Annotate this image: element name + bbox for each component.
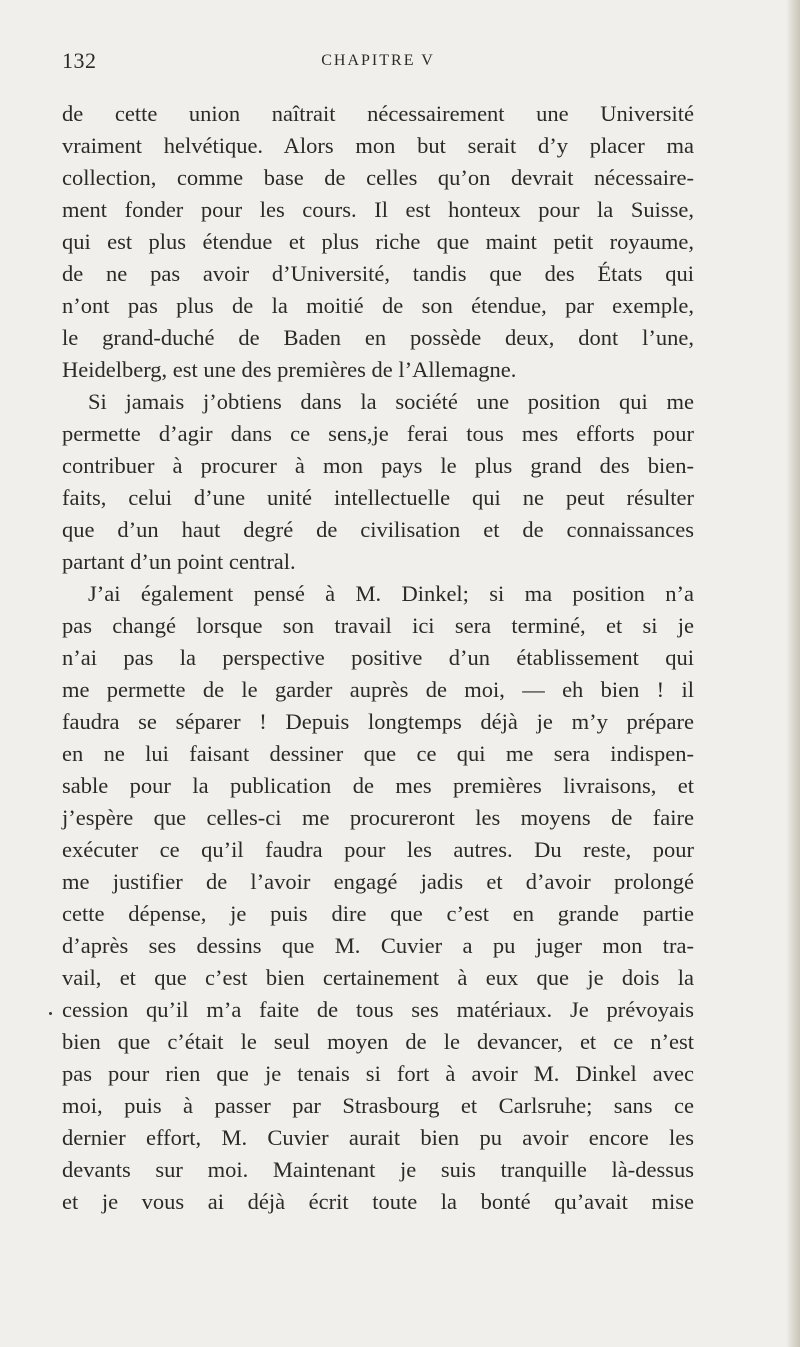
text-line: que d’un haut degré de civilisation et de connaissances <box>62 517 694 542</box>
text-line: vail, et que c’est bien certainement à eux que je dois la <box>62 965 694 990</box>
ink-speck <box>49 1012 52 1015</box>
running-head: CHAPITRE V <box>321 52 435 69</box>
text-line: n’ai pas la perspective positive d’un établissement qui <box>62 645 694 670</box>
text-line: J’ai également pensé à M. Dinkel; si ma position n’a <box>88 581 694 606</box>
text-line: de ne pas avoir d’Université, tandis que des États qui <box>62 261 694 286</box>
text-line: ment fonder pour les cours. Il est honteux pour la Suisse, <box>62 197 694 222</box>
page-edge-shadow <box>786 0 800 1347</box>
text-line: cession qu’il m’a faite de tous ses matériaux. Je prévoyais <box>62 997 694 1022</box>
text-line: n’ont pas plus de la moitié de son étendue, par exemple, <box>62 293 694 318</box>
text-line: Heidelberg, est une des premières de l’Allemagne. <box>62 357 517 382</box>
text-line: qui est plus étendue et plus riche que maint petit royaume, <box>62 229 694 254</box>
page-header <box>62 44 694 80</box>
text-line: me permette de le garder auprès de moi, — eh bien ! il <box>62 677 694 702</box>
text-line: bien que c’était le seul moyen de le devancer, et ce n’est <box>62 1029 694 1054</box>
text-line: moi, puis à passer par Strasbourg et Carlsruhe; sans ce <box>62 1093 694 1118</box>
text-line: partant d’un point central. <box>62 549 296 574</box>
page-number: 132 <box>62 48 97 73</box>
text-line: faudra se séparer ! Depuis longtemps déjà je m’y prépare <box>62 709 694 734</box>
text-line: Si jamais j’obtiens dans la société une position qui me <box>88 389 694 414</box>
text-line: et je vous ai déjà écrit toute la bonté qu’avait mise <box>62 1189 694 1214</box>
text-line: exécuter ce qu’il faudra pour les autres. Du reste, pour <box>62 837 694 862</box>
text-line: me justifier de l’avoir engagé jadis et d’avoir prolongé <box>62 869 694 894</box>
text-line: de cette union naîtrait nécessairement une Université <box>62 101 694 126</box>
text-line: devants sur moi. Maintenant je suis tranquille là-dessus <box>62 1157 694 1182</box>
text-line: cette dépense, je puis dire que c’est en grande partie <box>62 901 694 926</box>
text-line: vraiment helvétique. Alors mon but serait d’y placer ma <box>62 133 694 158</box>
text-line: faits, celui d’une unité intellectuelle qui ne peut résulter <box>62 485 694 510</box>
text-line: j’espère que celles-ci me procureront les moyens de faire <box>62 805 694 830</box>
text-line: permette d’agir dans ce sens,je ferai tous mes efforts pour <box>62 421 694 446</box>
text-line: le grand-duché de Baden en possède deux, dont l’une, <box>62 325 694 350</box>
text-line: en ne lui faisant dessiner que ce qui me sera indispen- <box>62 741 694 766</box>
text-line: pas changé lorsque son travail ici sera terminé, et si je <box>62 613 694 638</box>
text-line: contribuer à procurer à mon pays le plus grand des bien- <box>62 453 694 478</box>
text-line: pas pour rien que je tenais si fort à avoir M. Dinkel avec <box>62 1061 694 1086</box>
body-text <box>62 98 694 1218</box>
text-line: sable pour la publication de mes premières livraisons, et <box>62 773 694 798</box>
text-line: d’après ses dessins que M. Cuvier a pu juger mon tra- <box>62 933 694 958</box>
text-line: collection, comme base de celles qu’on devrait nécessaire- <box>62 165 694 190</box>
text-line: dernier effort, M. Cuvier aurait bien pu avoir encore les <box>62 1125 694 1150</box>
